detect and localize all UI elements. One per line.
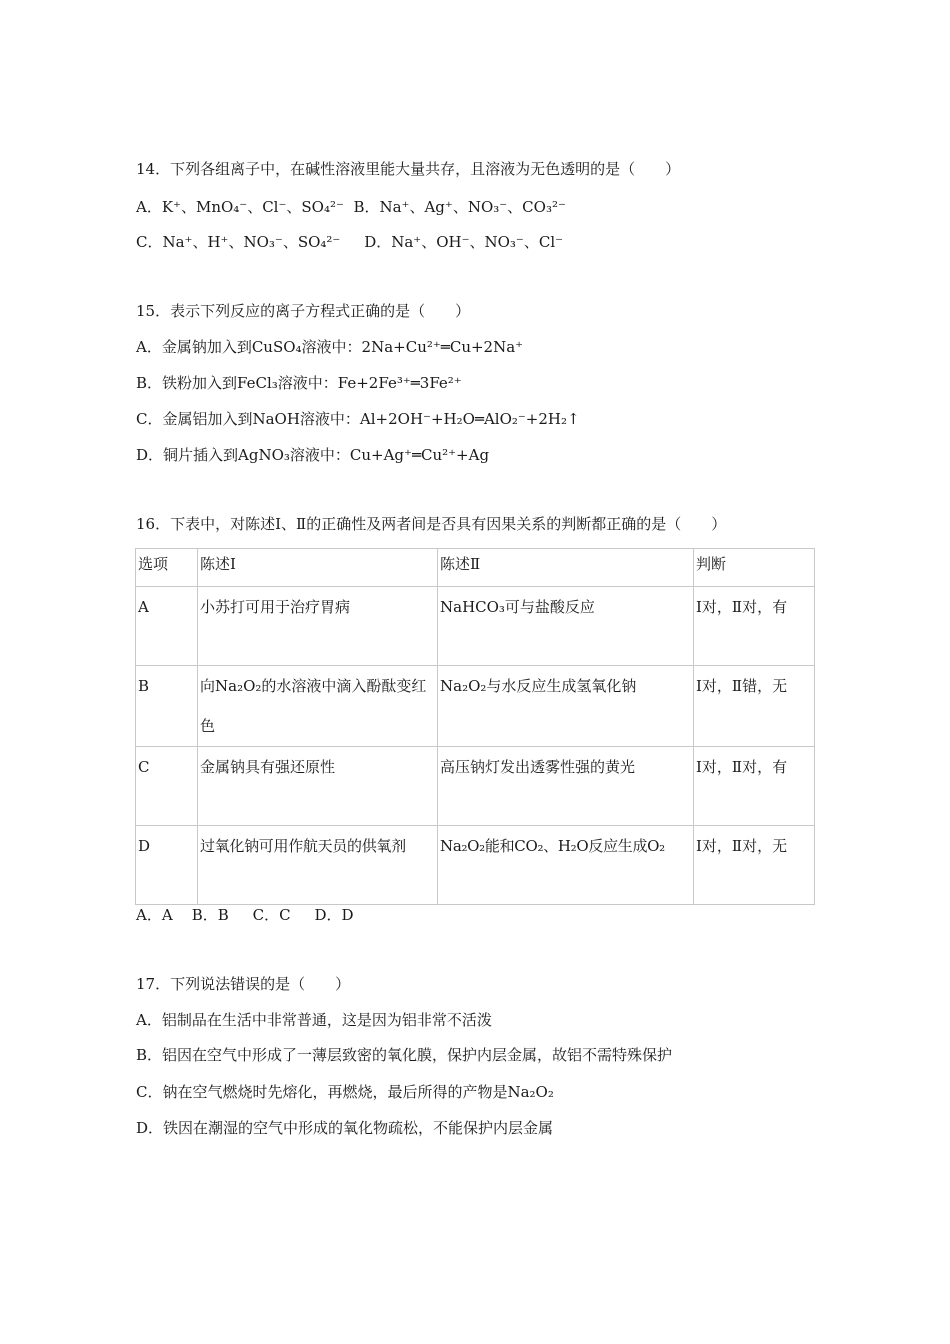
row-statement-1: 小苏打可用于治疗胃病 <box>198 587 438 666</box>
row-option: B <box>136 666 198 747</box>
table-header-judgment: 判断 <box>694 549 815 587</box>
row-judgment-text: Ⅰ对，Ⅱ对，有 <box>696 598 788 616</box>
q14-option-a: A．K⁺、MnO₄⁻、Cl⁻、SO₄²⁻ <box>136 198 344 216</box>
row-statement-1-text: 向Na₂O₂的水溶液中滴入酚酞变红色 <box>200 677 427 735</box>
row-statement-2: 高压钠灯发出透雾性强的黄光 <box>438 747 694 826</box>
q15-option-a: A．金属钠加入到CuSO₄溶液中：2Na+Cu²⁺═Cu+2Na⁺ <box>136 338 524 356</box>
row-statement-2: Na₂O₂与水反应生成氢氧化钠 <box>438 666 694 747</box>
row-judgment-text: Ⅰ对，Ⅱ对，有 <box>696 758 788 776</box>
q17-option-b: B．铝因在空气中形成了一薄层致密的氧化膜，保护内层金属，故铝不需特殊保护 <box>136 1046 673 1064</box>
q16-option-a: A．A <box>136 906 173 924</box>
q16-table <box>135 548 815 905</box>
q17-option-d: D．铁因在潮湿的空气中形成的氧化物疏松，不能保护内层金属 <box>136 1119 554 1137</box>
q15-option-d: D．铜片插入到AgNO₃溶液中：Cu+Ag⁺═Cu²⁺+Ag <box>136 446 490 464</box>
table-header-statement-2: 陈述Ⅱ <box>438 549 694 587</box>
q14-option-c: C．Na⁺、H⁺、NO₃⁻、SO₄²⁻ <box>136 233 341 251</box>
row-judgment <box>694 587 815 666</box>
q16-option-b: B．B <box>191 906 229 924</box>
table-header-row <box>136 549 815 587</box>
q14-options-ab <box>136 197 566 217</box>
q14-option-b: B．Na⁺、Ag⁺、NO₃⁻、CO₃²⁻ <box>353 198 566 216</box>
table-row <box>136 666 815 747</box>
row-option: D <box>136 826 198 905</box>
row-statement-2: NaHCO₃可与盐酸反应 <box>438 587 694 666</box>
table-header-statement-1: 陈述Ⅰ <box>198 549 438 587</box>
q17-stem: 17．下列说法错误的是（ ） <box>136 975 351 993</box>
row-statement-2: Na₂O₂能和CO₂、H₂O反应生成O₂ <box>438 826 694 905</box>
table-row <box>136 587 815 666</box>
table-row <box>136 826 815 905</box>
q17-option-c: C．钠在空气燃烧时先熔化，再燃烧，最后所得的产物是Na₂O₂ <box>136 1083 554 1101</box>
q14-stem: 14．下列各组离子中，在碱性溶液里能大量共存，且溶液为无色透明的是（ ） <box>136 160 681 178</box>
q15-option-c: C．金属铝加入到NaOH溶液中：Al+2OH⁻+H₂O═AlO₂⁻+2H₂↑ <box>136 410 580 428</box>
q16-option-c: C．C <box>252 906 291 924</box>
row-statement-1: 金属钠具有强还原性 <box>198 747 438 826</box>
q15-stem: 15．表示下列反应的离子方程式正确的是（ ） <box>136 302 471 320</box>
row-option: C <box>136 747 198 826</box>
q17-option-a: A．铝制品在生活中非常普通，这是因为铝非常不活泼 <box>136 1011 492 1029</box>
q16-options <box>136 905 354 925</box>
q14-options-cd <box>136 232 563 252</box>
table-row <box>136 747 815 826</box>
row-judgment <box>694 747 815 826</box>
row-option: A <box>136 587 198 666</box>
q16-stem: 16．下表中，对陈述Ⅰ、Ⅱ的正确性及两者间是否具有因果关系的判断都正确的是（ ） <box>136 515 727 533</box>
row-statement-1 <box>198 666 438 747</box>
q16-option-d: D．D <box>314 906 354 924</box>
table-header-option: 选项 <box>136 549 198 587</box>
q15-option-b: B．铁粉加入到FeCl₃溶液中：Fe+2Fe³⁺═3Fe²⁺ <box>136 374 462 392</box>
row-statement-1: 过氧化钠可用作航天员的供氧剂 <box>198 826 438 905</box>
q14-option-d: D．Na⁺、OH⁻、NO₃⁻、Cl⁻ <box>364 233 564 251</box>
row-judgment-text: Ⅰ对，Ⅱ错，无 <box>696 677 788 695</box>
row-judgment <box>694 826 815 905</box>
row-judgment <box>694 666 815 747</box>
row-judgment-text: Ⅰ对，Ⅱ对，无 <box>696 837 788 855</box>
